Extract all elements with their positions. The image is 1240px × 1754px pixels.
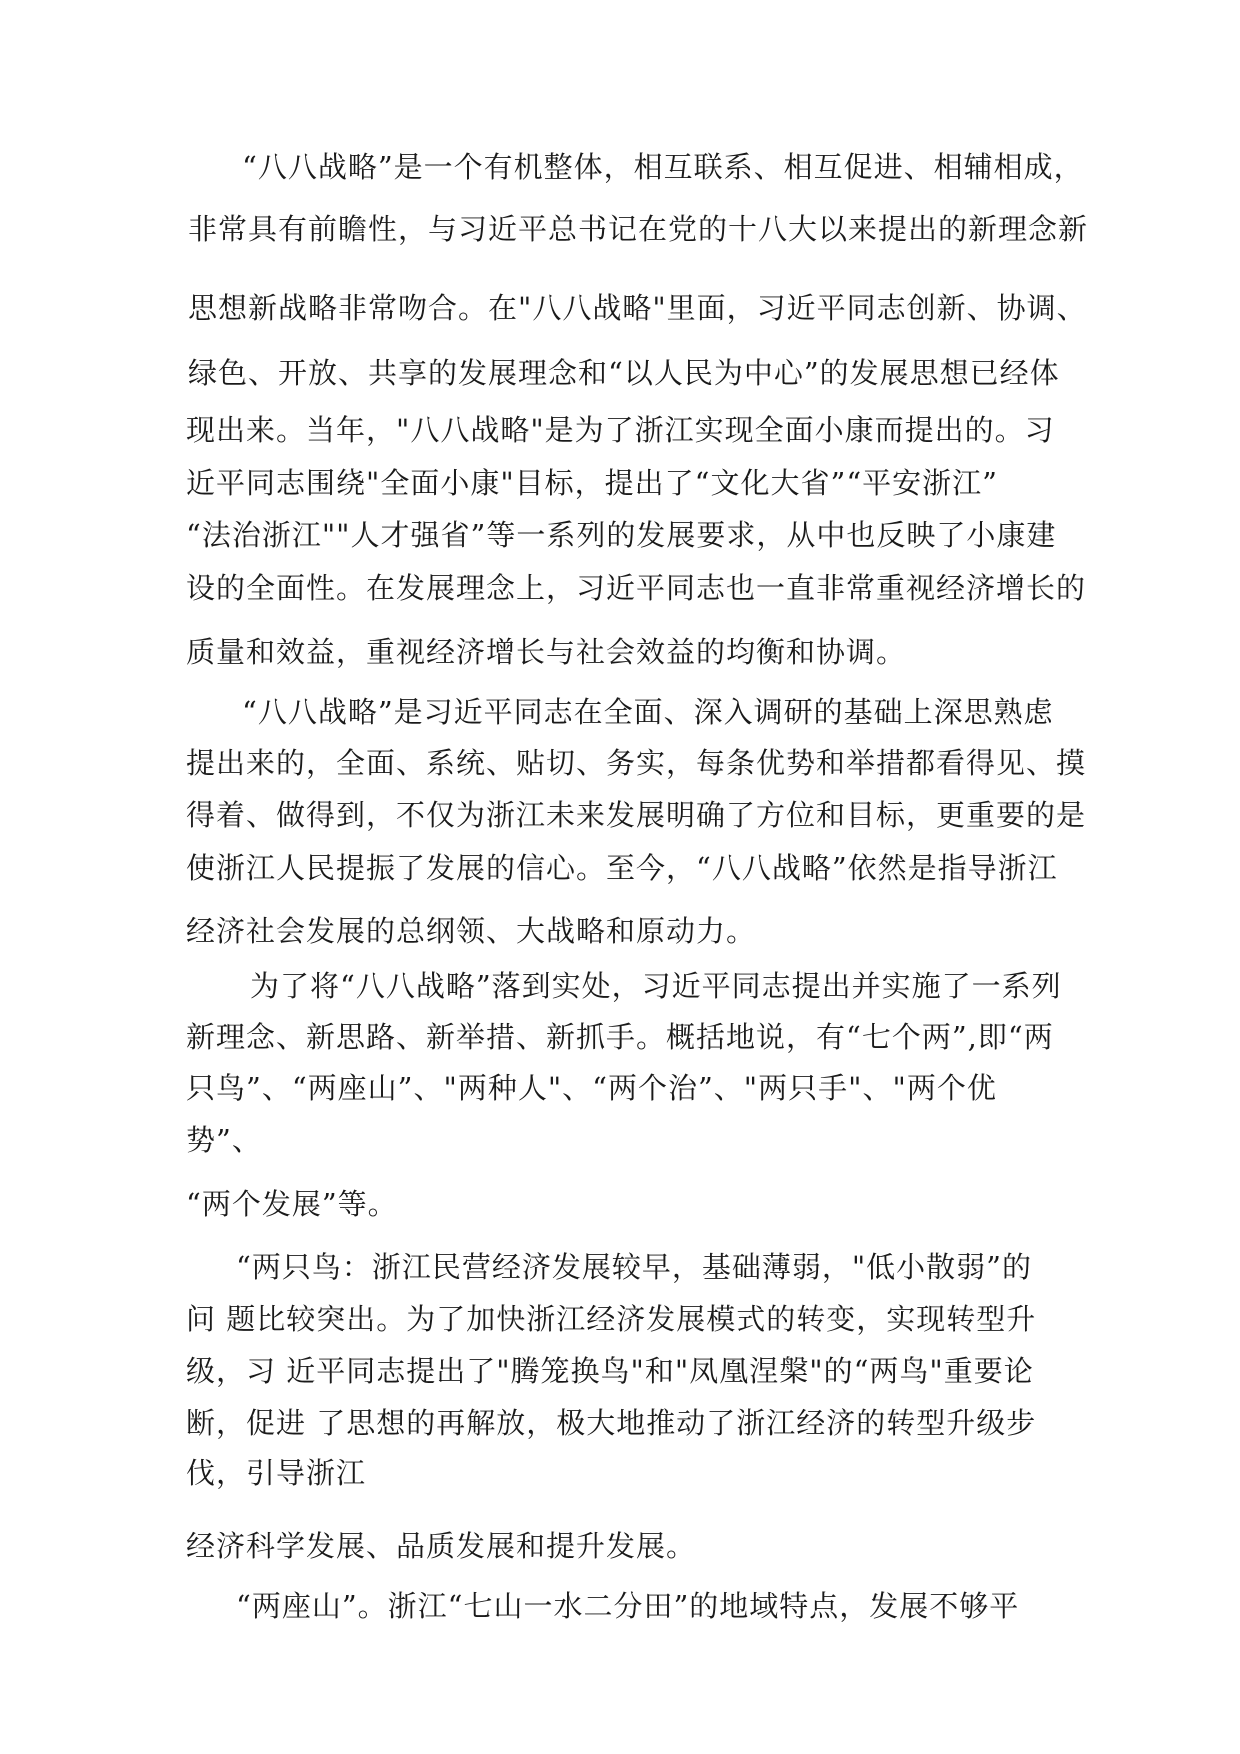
text-line-15: 为了将“八八战略”落到实处，习近平同志提出并实施了一系列: [250, 969, 1062, 1003]
text-line-8: 设的全面性。在发展理念上，习近平同志也一直非常重视经济增长的: [186, 571, 1087, 605]
text-line-26: “两座山”。浙江“七山一水二分田”的地域特点，发展不够平: [236, 1589, 1020, 1623]
text-line-25: 经济科学发展、品质发展和提升发展。: [186, 1529, 697, 1563]
text-line-10: “八八战略”是习近平同志在全面、深入调研的基础上深思熟虑: [242, 695, 1054, 729]
text-line-16: 新理念、新思路、新举措、新抓手。概括地说，有“七个两”,即“两: [186, 1020, 1054, 1054]
text-line-13: 使浙江人民提振了发展的信心。至今，“八八战略”依然是指导浙江: [186, 851, 1058, 885]
text-line-24: 伐，引导浙江: [186, 1456, 367, 1490]
text-line-12: 得着、做得到，不仅为浙江未来发展明确了方位和目标，更重要的是: [186, 798, 1087, 832]
text-line-18: 势”、: [186, 1123, 262, 1157]
text-line-6: 近平同志围绕"全面小康"目标，提出了“文化大省”“平安浙江”: [186, 466, 998, 500]
text-line-5: 现出来。当年，"八八战略"是为了浙江实现全面小康而提出的。习: [186, 413, 1055, 447]
text-line-23: 断，促进 了思想的再解放，极大地推动了浙江经济的转型升级步: [186, 1406, 1037, 1440]
text-line-4: 绿色、开放、共享的发展理念和“以人民为中心”的发展思想已经体: [188, 356, 1060, 390]
text-line-22: 级，习 近平同志提出了"腾笼换鸟"和"凤凰涅槃"的“两鸟"重要论: [186, 1354, 1034, 1388]
text-line-14: 经济社会发展的总纲领、大战略和原动力。: [186, 914, 757, 948]
text-line-1: “八八战略”是一个有机整体，相互联系、相互促进、相辅相成，: [242, 150, 1084, 184]
text-line-17: 只鸟”、“两座山”、"两种人"、“两个治”、"两只手"、"两个优: [186, 1071, 997, 1105]
text-line-3: 思想新战略非常吻合。在"八八战略"里面，习近平同志创新、协调、: [188, 291, 1087, 325]
text-line-7: “法治浙江""人才强省”等一系列的发展要求，从中也反映了小康建: [186, 518, 1057, 552]
text-line-20: “两只鸟：浙江民营经济发展较早，基础薄弱，"低小散弱”的: [236, 1250, 1032, 1284]
text-line-11: 提出来的，全面、系统、贴切、务实，每条优势和举措都看得见、摸: [186, 746, 1087, 780]
text-line-2: 非常具有前瞻性，与习近平总书记在党的十八大以来提出的新理念新: [188, 212, 1089, 246]
text-line-19: “两个发展”等。: [186, 1187, 398, 1221]
text-line-9: 质量和效益，重视经济增长与社会效益的均衡和协调。: [186, 635, 907, 669]
text-line-21: 问 题比较突出。为了加快浙江经济发展模式的转变，实现转型升: [186, 1302, 1037, 1336]
